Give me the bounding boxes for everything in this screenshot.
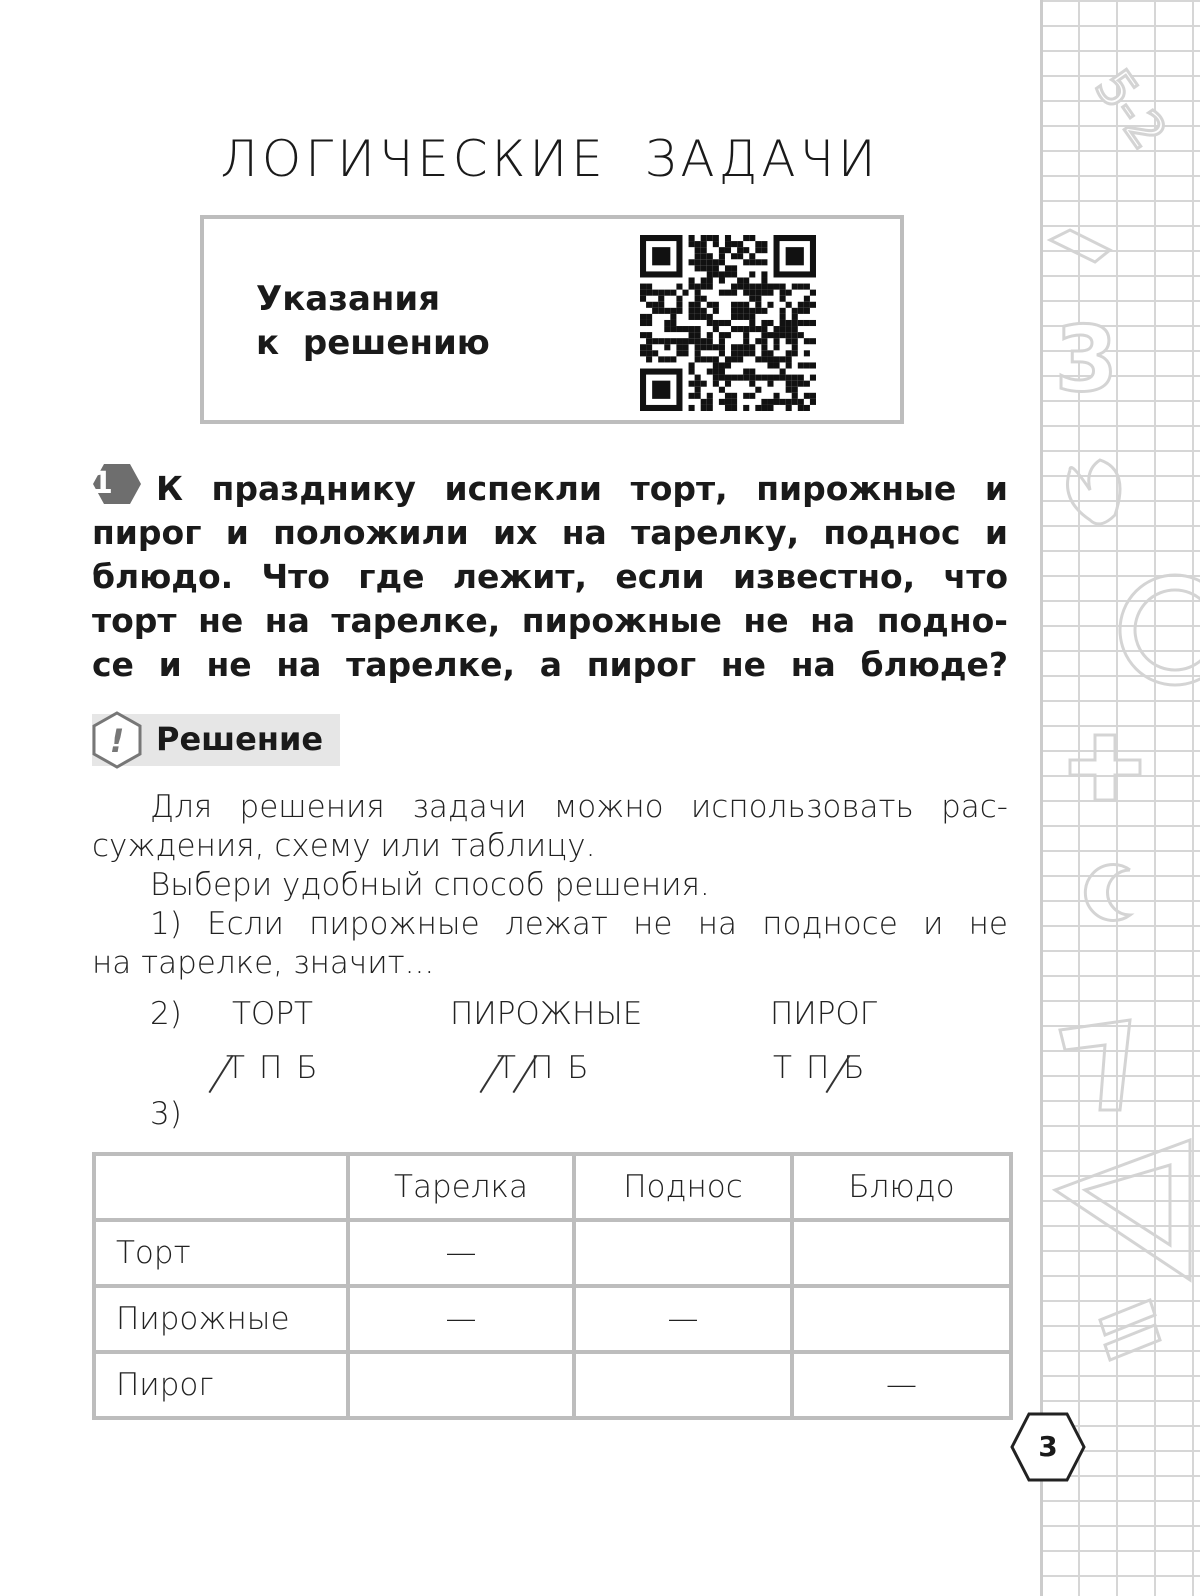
scheme-letters: [226, 1050, 332, 1086]
table-header-cell: Блюдо: [792, 1154, 1011, 1220]
scheme-letters: [773, 1050, 879, 1086]
hint-box: [200, 215, 904, 424]
problem-line: блюдо. Что где лежит, если известно, что: [92, 557, 1008, 596]
problem-line: торт не на тарелке, пирожные не на подно-: [92, 601, 1008, 640]
svg-text:5-2: 5-2: [1083, 59, 1178, 160]
row-label: Торт: [94, 1220, 348, 1286]
table-row: [94, 1220, 1011, 1286]
table-header-cell: Поднос: [574, 1154, 792, 1220]
row-label: Пирожные: [94, 1286, 348, 1352]
table-header-cell: Тарелка: [348, 1154, 574, 1220]
problem-line: 1 К празднику испекли торт, пирожные и: [92, 462, 1008, 511]
table-cell[interactable]: [348, 1352, 574, 1418]
letter: П: [805, 1050, 830, 1086]
hint-line-2: к решению: [256, 323, 490, 363]
table-header-cell: [94, 1154, 348, 1220]
table-cell[interactable]: —: [792, 1352, 1011, 1418]
solution-table: [92, 1152, 1013, 1420]
scheme-letters: [497, 1050, 603, 1086]
letter: Б: [567, 1050, 589, 1086]
table-cell[interactable]: [574, 1220, 792, 1286]
crossed-letter: Б: [843, 1050, 865, 1086]
row-label: Пирог: [94, 1352, 348, 1418]
table-header-row: [94, 1154, 1011, 1220]
svg-text:3: 3: [1055, 307, 1118, 412]
problem-number-badge: 1: [92, 462, 142, 506]
scheme-item-name: ПИРОГ: [770, 996, 878, 1032]
problem-line: се и не на тарелке, а пирог не на блюде?: [92, 645, 1008, 684]
solution-line: на тарелке, значит...: [92, 945, 435, 981]
table-row: [94, 1352, 1011, 1418]
letter: Т: [773, 1050, 792, 1086]
solution-line: Для решения задачи можно использовать рас-: [150, 789, 1008, 825]
hint-label: [256, 277, 490, 365]
crossed-letter: П: [529, 1050, 554, 1086]
solution-line: суждения, схему или таблицу.: [92, 828, 596, 864]
qr-code[interactable]: [640, 235, 816, 411]
svg-text:!: !: [109, 722, 125, 760]
problem-line: пирог и положили их на тарелку, поднос и: [92, 513, 1008, 552]
table-cell[interactable]: —: [348, 1286, 574, 1352]
hint-line-1: Указания: [256, 279, 441, 319]
step-3-label: 3): [150, 1096, 182, 1132]
table-cell[interactable]: [574, 1352, 792, 1418]
solution-label: Решение: [156, 720, 324, 758]
letter: П: [258, 1050, 283, 1086]
exclamation-hexagon-icon: [90, 710, 144, 770]
solution-heading: [92, 714, 340, 766]
page-title: ЛОГИЧЕСКИЕ ЗАДАЧИ: [220, 130, 880, 188]
table-cell[interactable]: —: [574, 1286, 792, 1352]
scheme-item-name: ПИРОЖНЫЕ: [450, 996, 643, 1032]
solution-line: Выбери удобный способ решения.: [150, 867, 710, 903]
table-cell[interactable]: [792, 1220, 1011, 1286]
solution-line: 1) Если пирожные лежат не на подносе и не: [150, 906, 1008, 942]
problem-1: [92, 462, 1008, 687]
page-number: 3: [1010, 1412, 1086, 1482]
table-cell[interactable]: —: [348, 1220, 574, 1286]
table-row: [94, 1286, 1011, 1352]
crossed-letter: Т: [226, 1050, 245, 1086]
step-2-label: 2): [150, 996, 182, 1032]
scheme-item-name: ТОРТ: [232, 996, 313, 1032]
table-cell[interactable]: [792, 1286, 1011, 1352]
crossed-letter: Т: [497, 1050, 516, 1086]
decorative-math-symbols: [1040, 0, 1200, 1596]
solution-text: [92, 788, 1008, 983]
letter: Б: [296, 1050, 318, 1086]
